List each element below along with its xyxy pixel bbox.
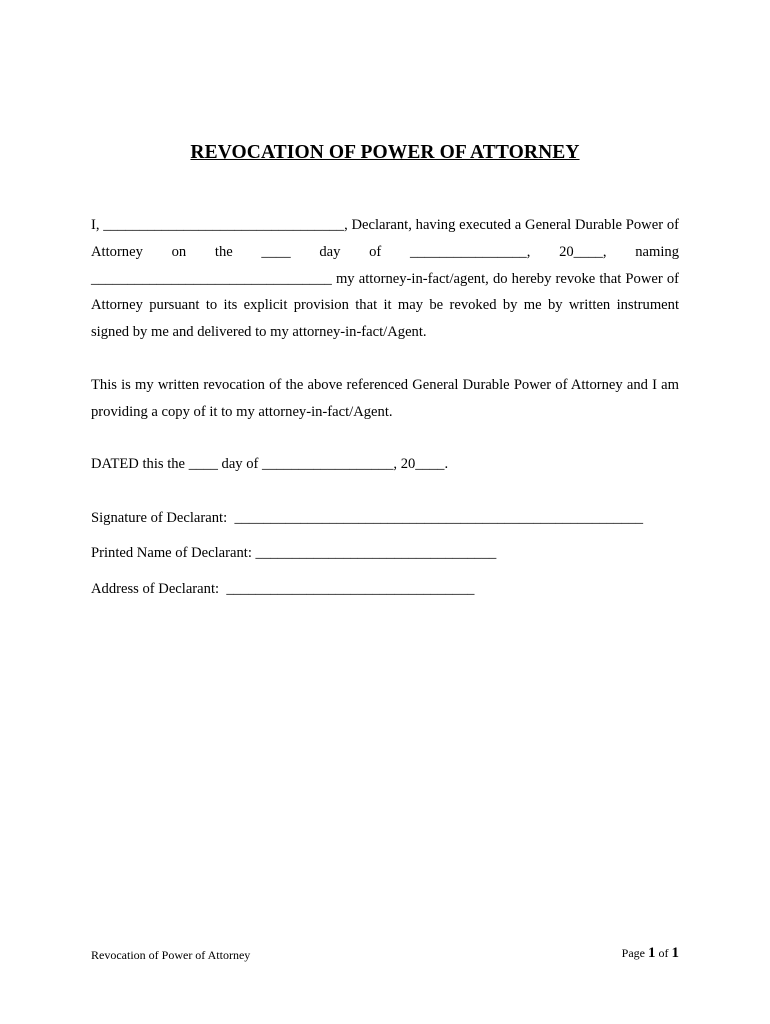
- of-label: of: [655, 946, 672, 960]
- current-page-number: 1: [648, 945, 656, 961]
- address-line: Address of Declarant: __________________________________: [91, 581, 475, 597]
- dated-line: DATED this the ____ day of __________________, 20____.: [91, 456, 449, 472]
- footer-document-name: Revocation of Power of Attorney: [91, 948, 251, 962]
- footer-page-number: [622, 945, 679, 962]
- signature-line: Signature of Declarant: ________________________________________________________: [91, 510, 644, 526]
- printed-name-line: Printed Name of Declarant: _________________________________: [91, 545, 497, 561]
- declaration-paragraph: I, _________________________________, Declarant, having executed a General Durable Power of Attorney on the ____ day of ________________, 20____, naming _________________________________ my attorney-in-fact/agent, do hereby revoke that Power of Attorney pursuant to its explicit provision that it may be revoked by me by written instrument signed by me and delivered to my attorney-in-fact/Agent.: [91, 217, 679, 341]
- document-title: REVOCATION OF POWER OF ATTORNEY: [190, 142, 580, 163]
- revocation-statement-paragraph: This is my written revocation of the above referenced General Durable Power of Attorney and I am providing a copy of it to my attorney-in-fact/Agent.: [91, 377, 679, 420]
- total-page-count: 1: [671, 945, 679, 961]
- page-label: Page: [621, 946, 648, 960]
